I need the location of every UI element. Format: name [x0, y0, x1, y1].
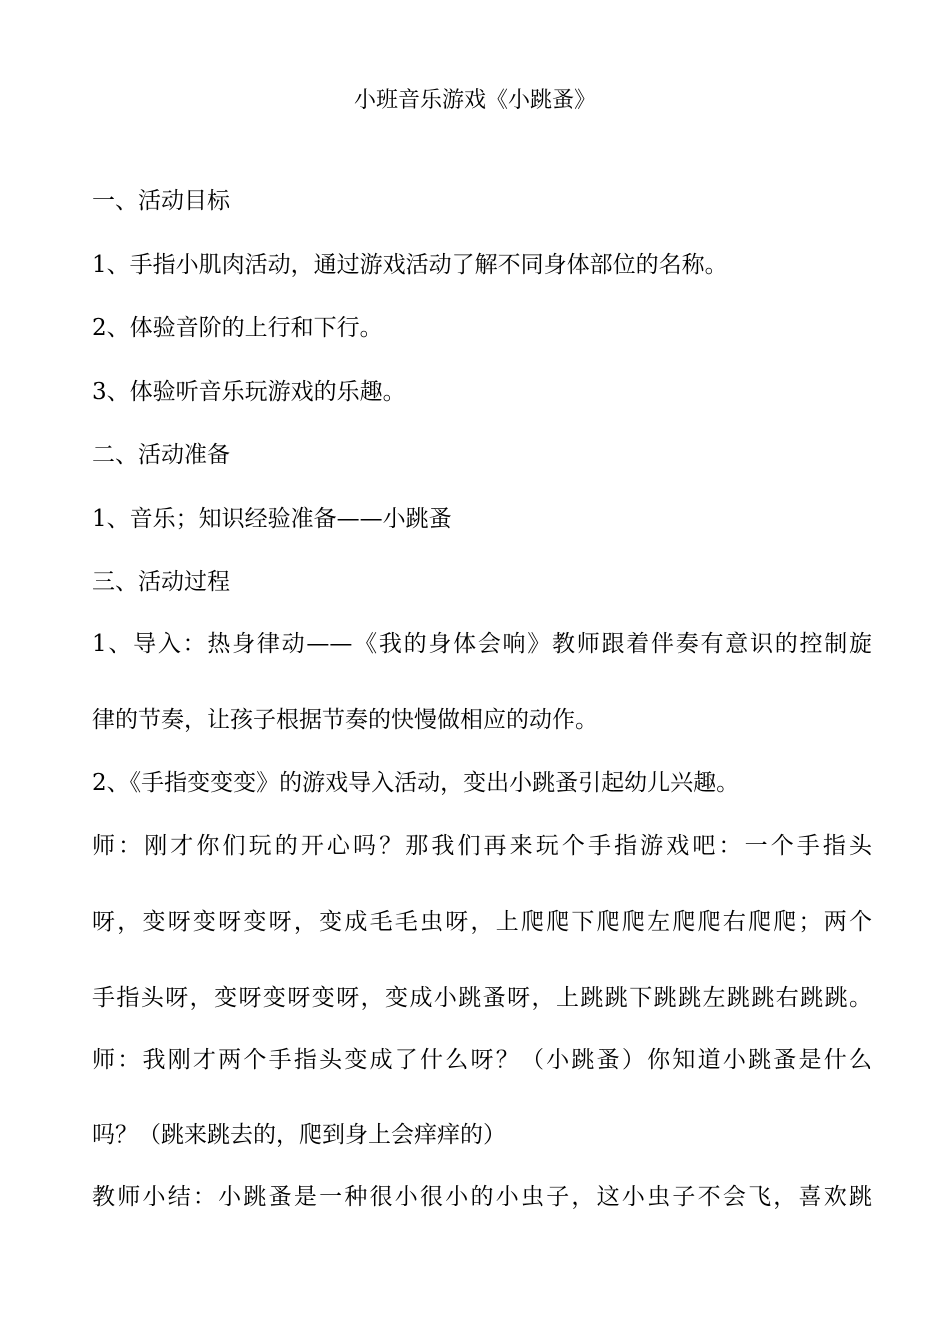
process-paragraph-1-line-1: 1、导入：热身律动——《我的身体会响》教师跟着伴奏有意识的控制旋 [92, 631, 872, 657]
teacher-dialogue-2-line-1: 师：我刚才两个手指头变成了什么呀？（小跳蚤）你知道小跳蚤是什么 [92, 1047, 872, 1073]
process-paragraph-2: 2、《手指变变变》的游戏导入活动，变出小跳蚤引起幼儿兴趣。 [92, 770, 740, 796]
teacher-dialogue-1-line-1: 师：刚才你们玩的开心吗？那我们再来玩个手指游戏吧：一个手指头 [92, 833, 872, 859]
section-heading-goals: 一、活动目标 [92, 188, 230, 214]
teacher-dialogue-1-line-2: 呀，变呀变呀变呀，变成毛毛虫呀，上爬爬下爬爬左爬爬右爬爬；两个 [92, 909, 872, 935]
teacher-dialogue-2-line-2: 吗？（跳来跳去的，爬到身上会痒痒的） [92, 1122, 506, 1148]
teacher-dialogue-1-line-3: 手指头呀，变呀变呀变呀，变成小跳蚤呀，上跳跳下跳跳左跳跳右跳跳。 [92, 985, 872, 1011]
document-title: 小班音乐游戏《小跳蚤》 [353, 88, 596, 113]
teacher-summary-line-1: 教师小结：小跳蚤是一种很小很小的小虫子，这小虫子不会飞，喜欢跳 [92, 1184, 872, 1210]
goal-item-3: 3、体验听音乐玩游戏的乐趣。 [92, 379, 406, 405]
goal-item-2: 2、体验音阶的上行和下行。 [92, 315, 383, 341]
section-heading-preparation: 二、活动准备 [92, 442, 230, 468]
section-heading-process: 三、活动过程 [92, 569, 230, 595]
preparation-item-1: 1、音乐；知识经验准备——小跳蚤 [92, 506, 452, 532]
process-paragraph-1-line-2: 律的节奏，让孩子根据节奏的快慢做相应的动作。 [92, 707, 598, 733]
goal-item-1: 1、手指小肌肉活动，通过游戏活动了解不同身体部位的名称。 [92, 252, 728, 278]
